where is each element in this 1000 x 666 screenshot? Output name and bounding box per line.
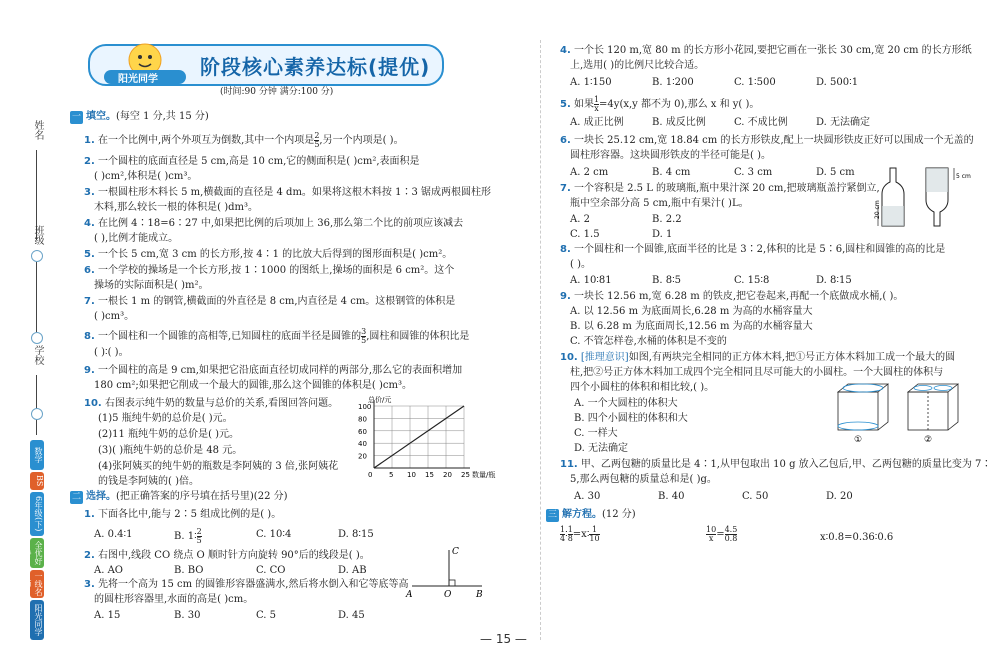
s1-q2-line2: ( )cm²,体积是( )cm³。 (94, 171, 198, 182)
s1-q8-line2: ( )∶( )。 (94, 347, 129, 358)
s1-q1: 1. 在一个比例中,两个外项互为倒数,其中一个内项是 $\frac{2}{5}$ ,另一个内项是( )。 (84, 131, 404, 149)
binding-sidebar (0, 0, 58, 666)
option-b[interactable]: B. 40 (658, 491, 685, 502)
option-d[interactable]: D. 5 cm (816, 167, 855, 178)
s2-q6-line2: 圆柱形容器。这块圆形铁皮的半径可能是( )。 (570, 150, 771, 161)
s1-q6-line2: 操场的实际面积是( )m²。 (94, 280, 209, 291)
y-tick-label: 100 (358, 403, 372, 411)
s1-q10-s1: (1)5 瓶纯牛奶的总价是( )元。 (98, 413, 233, 424)
school-label: 学校 (32, 345, 43, 365)
s2-q7-line2: 瓶中空余部分高 5 cm,瓶中有果汁( )L。 (570, 198, 749, 209)
option-a[interactable]: A. 1∶150 (570, 77, 612, 88)
option-d[interactable]: D. 无法确定 (816, 117, 871, 128)
section1-badge: 一 (71, 112, 81, 122)
s2-q10-line2: 柱,把②号正方体木料加工成四个完全相同且尽可能大的小圆柱。一个大圆柱的体积与 (570, 367, 944, 378)
class-label: 班级 (32, 225, 43, 245)
option-d[interactable]: D. 20 (826, 491, 853, 502)
s2-q11-line1: 11. 甲、乙两包糖的质量比是 4∶1,从甲包取出 10 g 放入乙包后,甲、乙两包糖的质量比变为 7∶ (560, 459, 992, 470)
equation-2: $\frac{10}{x}$ = $\frac{4.5}{0.8}$ (706, 525, 738, 543)
s1-q10-s3: (3)( )瓶纯牛奶的总价是 48 元。 (98, 445, 243, 456)
x-tick-label: 5 (389, 471, 394, 479)
option-a[interactable]: A. 30 (574, 491, 601, 502)
series-stripe: 一线名师 (23, 572, 43, 596)
cube-label-2: ② (924, 435, 933, 445)
s2-q4-line1: 4. 一个长 120 m,宽 80 m 的长方形小花园,要把它画在一张长 30 cm,宽 20 cm 的长方形纸 (560, 45, 972, 56)
subject-stripe: 数学 (30, 440, 44, 470)
option-c[interactable]: C. 3 cm (734, 167, 773, 178)
equation-3: x∶0.8=0.36∶0.6 (820, 532, 894, 543)
s1-q4-line1: 4. 在比例 4∶18=6∶27 中,如果把比例的后项加上 36,那么第二个比的前项应该减去 (84, 218, 464, 229)
option-b[interactable]: B. 1∶200 (652, 77, 694, 88)
binding-hole-1 (31, 250, 43, 262)
s2-q10-option-c[interactable]: C. 一样大 (574, 428, 618, 439)
label-b: B (476, 590, 483, 600)
s1-q3-line2: 木料,那么较长一根的体积是( )dm³。 (94, 202, 259, 213)
s2-q10-option-d[interactable]: D. 无法确定 (574, 443, 629, 454)
s1-q9-line1: 9. 一个圆柱的高是 9 cm,如果把它沿底面直径切成同样的两部分,那么它的表面积增加 (84, 365, 463, 376)
y-axis-title: 总价/元 (368, 396, 392, 404)
sidebar-logo: 阳光同学 (30, 600, 44, 640)
logo-text: 阳光同学 (118, 74, 158, 85)
s2-q7-line1: 7. 一个容积是 2.5 L 的玻璃瓶,瓶中果汁深 20 cm,把玻璃瓶盖拧紧倒立, (560, 183, 880, 194)
option-a[interactable]: A. AO (94, 565, 123, 576)
school-line (36, 375, 37, 435)
option-c[interactable]: C. 10∶4 (256, 529, 292, 540)
option-c[interactable]: C. CO (256, 565, 286, 576)
origin-label: 0 (368, 471, 373, 479)
s1-q10-s4a: (4)张阿姨买的纯牛奶的瓶数是李阿姨的 3 倍,张阿姨花 (98, 461, 339, 472)
s1-q4-line2: ( ),比例才能成立。 (94, 233, 179, 244)
option-b[interactable]: B. 1∶ $\frac{2}{5}$ (174, 527, 202, 545)
option-a[interactable]: A. 15 (94, 610, 121, 621)
option-a[interactable]: A. 10∶81 (570, 275, 612, 286)
s1-q9-line2: 180 cm²;如果把它削成一个最大的圆锥,那么这个圆锥的体积是( )cm³。 (94, 380, 412, 391)
option-d[interactable]: D. 500∶1 (816, 77, 859, 88)
s1-q7-line2: ( )cm³。 (94, 311, 135, 322)
x-tick-label: 20 (443, 471, 452, 479)
section1-note: (每空 1 分,共 15 分) (116, 111, 209, 122)
s1-q10-intro: 10. 右图表示纯牛奶的数量与总价的关系,看图回答问题。 (84, 398, 339, 409)
edition-stripe: BS (30, 472, 44, 490)
binding-hole-2 (31, 332, 43, 344)
section1-title: 填空。 (86, 111, 116, 122)
class-line (36, 262, 37, 332)
s1-q2-line1: 2. 一个圆柱的底面直径是 5 cm,高是 10 cm,它的侧面积是( )cm²,表面积是 (84, 156, 420, 167)
option-c[interactable]: C. 1∶500 (734, 77, 776, 88)
bottle-figure (876, 160, 972, 232)
section2-note: (把正确答案的序号填在括号里)(22 分) (116, 491, 288, 502)
option-d[interactable]: D. 45 (338, 610, 365, 621)
section3-title: 解方程。 (562, 509, 602, 520)
s2-q3-line2: 的圆柱形容器里,水面的高是( )cm。 (94, 594, 254, 605)
y-tick-label: 60 (358, 427, 367, 436)
label-a: A (406, 590, 413, 600)
cubes-figure (830, 378, 970, 444)
s2-q10-line3: 四个小圆柱的体积和相比较,( )。 (570, 382, 715, 393)
x-tick-label: 10 (407, 471, 416, 479)
s2-q9-option-c[interactable]: C. 不管怎样卷,水桶的体积是不变的 (570, 336, 727, 347)
s2-q11-line2: 5,那么两包糖的质量总和是( )g。 (570, 474, 717, 485)
s1-q5: 5. 一个长 5 cm,宽 3 cm 的长方形,按 4∶1 的比放大后得到的图形面积是( )cm²。 (84, 249, 453, 260)
bottle-height-20: 20 cm (874, 200, 881, 219)
s2-q4-line2: 上,选用( )的比例尺比较合适。 (570, 60, 705, 71)
page-number: — 15 — (480, 632, 527, 646)
section2-heading (70, 490, 288, 504)
s2-q9-option-a[interactable]: A. 以 12.56 m 为底面周长,6.28 m 为高的水桶容量大 (570, 306, 813, 317)
rotation-figure (404, 544, 490, 600)
s2-q5: 5. 如果 $\frac{1}{x}$ =4y(x,y 都不为 0),那么 x 和 y( )。 (560, 95, 760, 113)
time-note: (时间:90 分钟 满分:100 分) (220, 87, 334, 97)
s2-q10-option-b[interactable]: B. 四个小圆柱的体积和大 (574, 413, 688, 424)
label-o: O (444, 590, 452, 600)
option-b[interactable]: B. 4 cm (652, 167, 691, 178)
s2-q10-option-a[interactable]: A. 一个大圆柱的体积大 (574, 398, 678, 409)
option-b[interactable]: B. 2.2 (652, 214, 682, 225)
section2-title: 选择。 (86, 491, 116, 502)
s2-q3-line1: 3. 先将一个高为 15 cm 的圆锥形容器盛满水,然后将水倒入和它等底等高 (84, 579, 409, 590)
option-c[interactable]: C. 5 (256, 610, 277, 621)
s2-q8-line2: ( )。 (570, 259, 591, 270)
x-axis-title: 数量/瓶 (472, 471, 496, 479)
s1-q3-line1: 3. 一根圆柱形木料长 5 m,横截面的直径是 4 dm。如果将这根木料按 1∶3 锯成两根圆柱形 (84, 187, 492, 198)
column-divider (540, 40, 541, 640)
s1-q7-line1: 7. 一根长 1 m 的钢管,横截面的外直径是 8 cm,内直径是 4 cm。这根钢管的体积是 (84, 296, 456, 307)
option-c[interactable]: C. 1.5 (570, 229, 600, 240)
option-b[interactable]: B. 8∶5 (652, 275, 682, 286)
bottle-height-5: 5 cm (956, 173, 971, 180)
option-d[interactable]: D. 1 (652, 229, 673, 240)
equation-1: $\frac{1}{4}$ ∶ $\frac{1}{8}$ =x∶ $\frac{1}{10}$ (560, 525, 600, 543)
name-label: 姓名 (32, 120, 43, 140)
section3-badge: 三 (547, 510, 557, 520)
s1-q8-line1: 8. 一个圆柱和一个圆锥的高相等,已知圆柱的底面半径是圆锥的 $\frac{3}{5}$ ,圆柱和圆锥的体积比是 (84, 327, 470, 345)
y-tick-label: 20 (358, 452, 367, 461)
section3-note: (12 分) (602, 509, 636, 520)
option-c[interactable]: C. 不成比例 (734, 117, 788, 128)
s1-q10-s2: (2)11 瓶纯牛奶的总价是( )元。 (98, 429, 240, 440)
section1-heading (70, 110, 209, 124)
option-a[interactable]: A. 2 (570, 214, 590, 225)
option-c[interactable]: C. 15∶8 (734, 275, 770, 286)
grade-stripe: 6年级(下) (30, 492, 44, 536)
s1-q6-line1: 6. 一个学校的操场是一个长方形,按 1∶1000 的图纸上,操场的面积是 6 cm²。这个 (84, 265, 455, 276)
option-b[interactable]: B. 成反比例 (652, 117, 706, 128)
slogan-stripe: 全优好卷 (30, 538, 44, 568)
section3-heading (546, 508, 636, 522)
fraction: $\frac{3}{5}$ (361, 327, 367, 345)
option-b[interactable]: B. BO (174, 565, 204, 576)
fraction: $\frac{2}{5}$ (314, 131, 320, 149)
x-tick-label: 25 (461, 471, 470, 479)
chart-tick-labels (358, 395, 495, 479)
option-c[interactable]: C. 50 (742, 491, 769, 502)
option-a[interactable]: A. 0.4∶1 (94, 529, 133, 540)
y-tick-label: 40 (358, 440, 367, 449)
s2-q6-line1: 6. 一块长 25.12 cm,宽 18.84 cm 的长方形铁皮,配上一块圆形铁皮正好可以围成一个无盖的 (560, 135, 974, 146)
option-d[interactable]: D. 8∶15 (816, 275, 852, 286)
option-d[interactable]: D. 8∶15 (338, 529, 374, 540)
x-tick-label: 15 (425, 471, 434, 479)
price-chart (352, 396, 502, 484)
label-c: C (452, 547, 459, 557)
y-tick-label: 80 (358, 415, 367, 424)
section2-badge: 二 (71, 492, 81, 502)
s2-q9: 9. 一块长 12.56 m,宽 6.28 m 的铁皮,把它卷起来,再配一个底做成水桶,( )。 (560, 291, 904, 302)
cube-label-1: ① (854, 435, 863, 445)
option-d[interactable]: D. AB (338, 565, 367, 576)
chart-series (374, 406, 464, 468)
s2-q2: 2. 右图中,线段 CO 绕点 O 顺时针方向旋转 90°后的线段是( )。 (84, 550, 370, 561)
s2-q8-line1: 8. 一个圆柱和一个圆锥,底面半径的比是 3∶2,体积的比是 5∶6,圆柱和圆锥的高的比是 (560, 244, 946, 255)
s2-q10-line1: 10. [推理意识]如图,有两块完全相同的正方体木料,把①号正方体木料加工成一个最大的圆 (560, 352, 956, 363)
option-b[interactable]: B. 30 (174, 610, 201, 621)
price-line (374, 406, 464, 468)
s2-q9-option-b[interactable]: B. 以 6.28 m 为底面周长,12.56 m 为高的水桶容量大 (570, 321, 813, 332)
title-banner (88, 44, 444, 86)
option-a[interactable]: A. 成正比例 (570, 117, 624, 128)
s1-q10-s4b: 的钱是李阿姨的( )倍。 (98, 476, 199, 487)
page-title: 阶段核心素养达标(提优) (200, 55, 431, 79)
s2-q1: 1. 下面各比中,能与 2∶5 组成比例的是( )。 (84, 509, 282, 520)
binding-hole-3 (31, 408, 43, 420)
option-a[interactable]: A. 2 cm (570, 167, 609, 178)
